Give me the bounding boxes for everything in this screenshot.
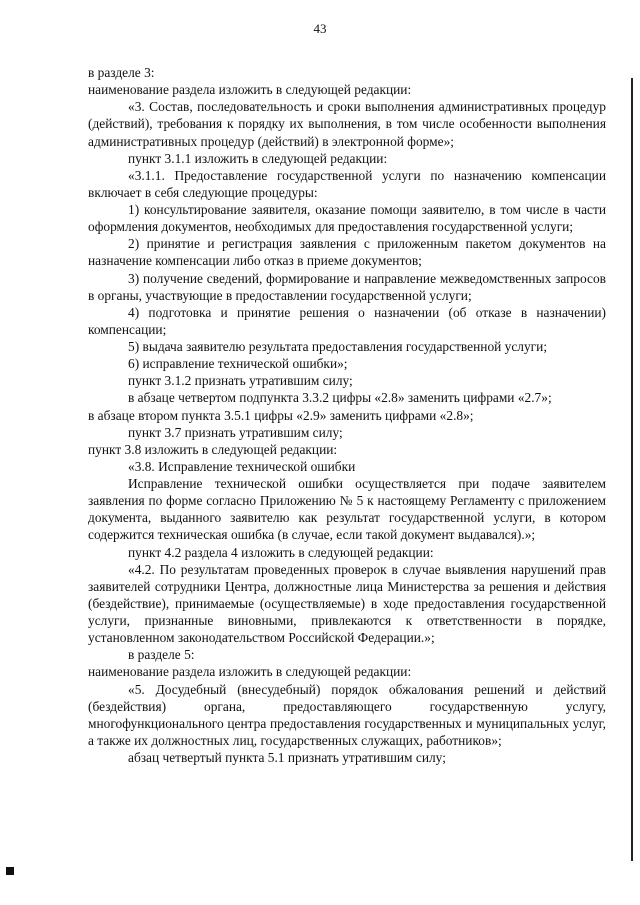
paragraph-3-1-2: пункт 3.1.2 признать утратившим силу; [128, 373, 353, 389]
list-item-3: 3) получение сведений, формирование и направление межведомственных запросов в органы, участвующие в предоставлении государственной услуги; [88, 270, 606, 303]
list-item-6: 6) исправление технической ошибки»; [128, 356, 348, 372]
paragraph-3-5-1: в абзаце втором пункта 3.5.1 цифры «2.9» заменить цифрами «2.8»; [88, 407, 474, 423]
paragraph-3-8-instruction: пункт 3.8 изложить в следующей редакции: [88, 441, 338, 457]
paragraph-section-5-title-instruction: наименование раздела изложить в следующей редакции: [88, 664, 412, 680]
paragraph-title-instruction: наименование раздела изложить в следующей редакции: [88, 82, 412, 98]
list-item-5: 5) выдача заявителю результата предоставления государственной услуги; [128, 339, 548, 354]
paragraph-4-2: «4.2. По результатам проведенных проверок в случае выявления нарушений прав заявителей сотрудники Центра, должностные лица Министерства за решения и действия (бездействие), принимаемые (осуществляемые) в ходе предоставления государственной услуги, признанные виновными, привлекаются к ответственности в порядке, установленном законодательством Российской Федерации.»; [88, 561, 606, 646]
document-body [88, 64, 606, 766]
paragraph-3-8-title: «3.8. Исправление технической ошибки [128, 458, 356, 474]
list-item-2: 2) принятие и регистрация заявления с приложенным пакетом документов на назначение компенсации либо отказ в приеме документов; [88, 236, 606, 269]
paragraph-3-1-1: «3.1.1. Предоставление государственной услуги по назначению компенсации включает в себя следующие процедуры: [88, 167, 606, 200]
corner-mark [6, 867, 14, 875]
page-number: 43 [313, 21, 327, 36]
paragraph-section-3: в разделе 3: [88, 65, 155, 80]
paragraph-3-1-1-instruction: пункт 3.1.1 изложить в следующей редакции: [128, 150, 388, 166]
scan-edge-line [631, 78, 633, 861]
paragraph-4-2-instruction: пункт 4.2 раздела 4 изложить в следующей редакции: [128, 544, 434, 560]
paragraph-section-5-title: «5. Досудебный (внесудебный) порядок обжалования решений и действий (бездействия) органа, предоставляющего государственную услугу, многофункционального центра предоставления государственных и муниципальных услуг, а также их должностных лиц, государственных служащих, работников»; [88, 681, 606, 748]
paragraph-5-1: абзац четвертый пункта 5.1 признать утратившим силу; [128, 750, 446, 765]
paragraph-3-7: пункт 3.7 признать утратившим силу; [128, 424, 343, 440]
paragraph-3-8-body: Исправление технической ошибки осуществляется при подаче заявителем заявления по форме согласно Приложению № 5 к настоящему Регламенту с приложением документа, выданного заявителю как результат государственной услуги, в котором содержится техническая ошибка (в случае, если такой документ выдавался).»; [88, 476, 606, 543]
paragraph-section-5: в разделе 5: [128, 647, 195, 663]
paragraph-section-3-title: «3. Состав, последовательность и сроки выполнения административных процедур (действий), требования к порядку их выполнения, в том числе особенности выполнения административных процедур (действий) в электронной форме»; [88, 99, 606, 149]
paragraph-3-3-2: в абзаце четвертом подпункта 3.3.2 цифры «2.8» заменить цифрами «2.7»; [128, 390, 552, 406]
list-item-1: 1) консультирование заявителя, оказание помощи заявителю, в том числе в части оформления документов, необходимых для предоставления государственной услуги; [88, 202, 606, 235]
list-item-4: 4) подготовка и принятие решения о назначении (об отказе в назначении) компенсации; [88, 304, 606, 337]
